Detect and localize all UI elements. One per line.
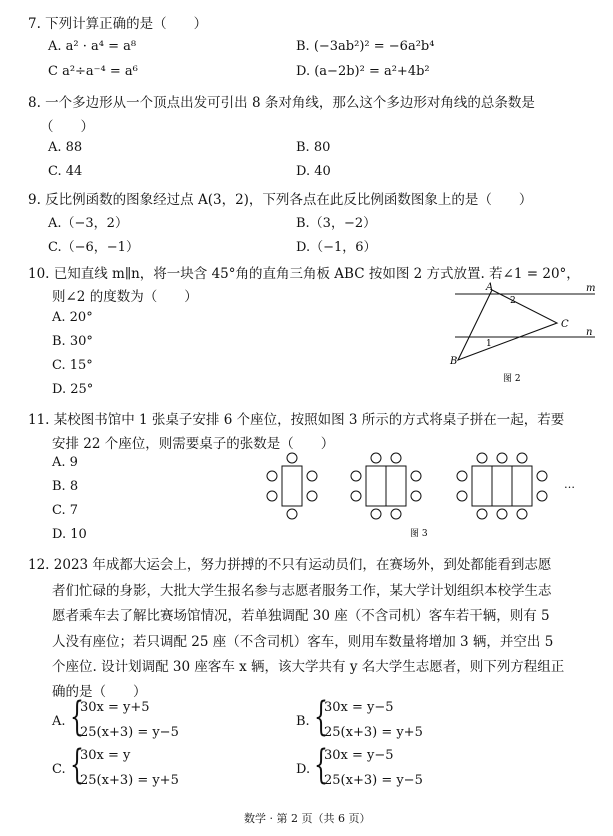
- figure-2: [440, 280, 600, 390]
- label-a: A: [486, 282, 494, 293]
- q10-option-b: B. 30°: [52, 334, 93, 349]
- q8-option-c: C. 44: [48, 164, 83, 179]
- figure-3-caption: 图 3: [410, 529, 428, 539]
- q8-option-a: A. 88: [48, 140, 83, 155]
- q9-option-a: A.（−3，2）: [48, 216, 128, 231]
- q9-option-d: D.（−1，6）: [296, 240, 377, 255]
- q7-stem: 7. 下列计算正确的是（ ）: [28, 16, 208, 32]
- q12-option-d-eq1: 30x = y−5: [324, 748, 394, 763]
- q11-stem-cont: 安排 22 个座位，则需要桌子的张数是（ ）: [52, 436, 335, 452]
- q12-line-2: 者们忙碌的身影，大批大学生报名参与志愿者服务工作，某大学计划组织本校学生志: [52, 583, 552, 599]
- q10-option-d: D. 25°: [52, 382, 94, 397]
- figure-3-ellipsis: …: [564, 478, 575, 491]
- q8-option-b: B. 80: [296, 140, 331, 155]
- q8-stem: 8. 一个多边形从一个顶点出发可引出 8 条对角线，那么这个多边形对角线的总条数是: [28, 95, 535, 111]
- q7-option-d: D. (a−2b)² = a²+4b²: [296, 64, 430, 79]
- q12-option-d-brace: {: [314, 742, 328, 788]
- q10-option-a: A. 20°: [52, 310, 93, 325]
- q12-option-c-brace: {: [70, 742, 84, 788]
- q12-option-a-eq2: 25(x+3) = y−5: [80, 725, 179, 740]
- q10-stem: 10. 已知直线 m∥n，将一块含 45°角的直角三角板 ABC 按如图 2 方式放置. 若∠1 = 20°，: [28, 266, 580, 282]
- q9-option-b: B.（3，−2）: [296, 216, 377, 231]
- q12-option-a-label: A.: [52, 714, 66, 729]
- q12-line-3: 愿者乘车去了解比赛场馆情况，若单独调配 30 座（不含司机）客车若干辆，则有 5: [52, 608, 550, 624]
- q7-option-b: B. (−3ab²)² = −6a²b⁴: [296, 39, 435, 54]
- figure-2-caption: 图 2: [503, 374, 521, 384]
- q11-stem: 11. 某校图书馆中 1 张桌子安排 6 个座位，按照如图 3 所示的方式将桌子拼在一起，若要: [28, 412, 565, 428]
- label-c: C: [561, 319, 569, 330]
- q8-stem-cont: （ ）: [40, 119, 94, 135]
- label-n: n: [586, 327, 593, 338]
- q12-option-b-eq2: 25(x+3) = y+5: [324, 725, 423, 740]
- q12-option-d-eq2: 25(x+3) = y−5: [324, 773, 423, 788]
- q11-option-b: B. 8: [52, 479, 79, 494]
- q12-option-c-eq1: 30x = y: [80, 748, 131, 763]
- q9-option-c: C.（−6，−1）: [48, 240, 139, 255]
- figure-3: [258, 448, 588, 544]
- label-m: m: [586, 283, 596, 294]
- q11-option-d: D. 10: [52, 527, 87, 542]
- q12-option-a-brace: {: [70, 694, 84, 740]
- q8-option-d: D. 40: [296, 164, 331, 179]
- q12-option-c-eq2: 25(x+3) = y+5: [80, 773, 179, 788]
- triangle-abc: [458, 290, 557, 360]
- page-footer: 数学 · 第 2 页（共 6 页）: [244, 812, 371, 825]
- q10-stem-cont: 则∠2 的度数为（ ）: [52, 289, 198, 305]
- q12-line-5: 个座位. 设计划调配 30 座客车 x 辆，该大学共有 y 名大学生志愿者，则下列方程组正: [52, 659, 565, 675]
- q12-option-b-label: B.: [296, 714, 310, 729]
- q9-stem: 9. 反比例函数的图象经过点 A(3，2)，下列各点在此反比例函数图象上的是（ ）: [28, 192, 533, 208]
- q12-option-b-eq1: 30x = y−5: [324, 700, 394, 715]
- label-angle-2: 2: [510, 296, 516, 306]
- q12-option-d-label: D.: [296, 762, 311, 777]
- q12-line-1: 12. 2023 年成都大运会上，努力拼搏的不只有运动员们，在赛场外，到处都能看到志愿: [28, 557, 552, 573]
- q12-option-b-brace: {: [314, 694, 328, 740]
- table-1: [282, 466, 302, 506]
- q12-line-6: 确的是（ ）: [52, 684, 147, 700]
- q12-option-a-eq1: 30x = y+5: [80, 700, 150, 715]
- label-b: B: [450, 356, 458, 367]
- q12-line-4: 人没有座位；若只调配 25 座（不含司机）客车，则用车数量将增加 3 辆，并空出 5: [52, 634, 554, 650]
- q10-option-c: C. 15°: [52, 358, 93, 373]
- q11-option-c: C. 7: [52, 503, 79, 518]
- q7-option-a: A. a² · a⁴ = a⁸: [48, 39, 137, 54]
- q12-option-c-label: C.: [52, 762, 66, 777]
- q7-option-c: C a²÷a⁻⁴ = a⁶: [48, 64, 138, 79]
- q11-option-a: A. 9: [52, 455, 78, 470]
- label-angle-1: 1: [486, 339, 492, 349]
